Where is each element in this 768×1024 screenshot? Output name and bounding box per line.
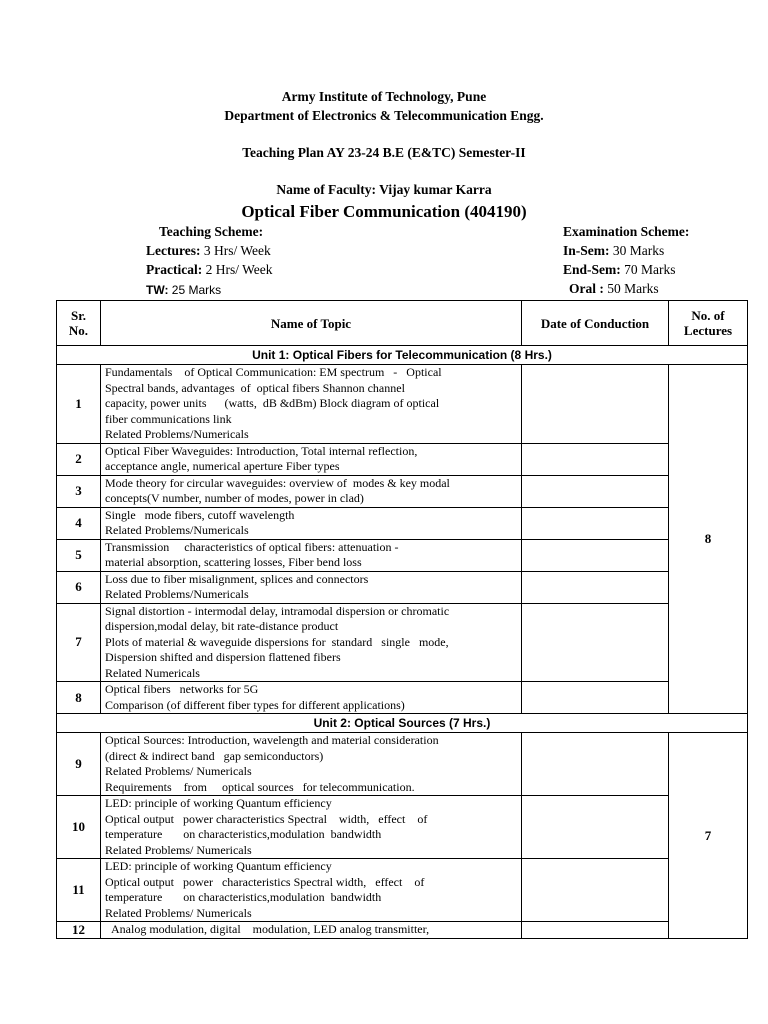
unit-title: Unit 2: Optical Sources (7 Hrs.) [57, 714, 748, 733]
endsem-value: 70 Marks [624, 262, 676, 277]
teaching-plan-table [56, 300, 748, 939]
exam-scheme-title: Examination Scheme: [563, 224, 690, 239]
date-cell [522, 796, 669, 859]
topic-line: Comparison (of different fiber types for different applications) [105, 697, 405, 712]
table-row [57, 571, 748, 603]
topic-line: Optical Fiber Waveguides: Introduction, Total internal reflection, [105, 443, 418, 458]
topic-line: Related Problems/Numericals [105, 523, 249, 537]
col-lectures-header: No. of Lectures [669, 301, 748, 346]
topic-line: Related Problems/ Numericals [105, 905, 252, 920]
date-cell [522, 507, 669, 539]
institute-name: Army Institute of Technology, Pune [281, 89, 487, 104]
topic-line: acceptance angle, numerical aperture Fiber types [105, 459, 340, 473]
table-row [57, 603, 748, 682]
lectures-line [146, 243, 271, 259]
col-topic-header: Name of Topic [101, 301, 522, 346]
col-sr-header: Sr. No. [57, 301, 101, 346]
topic-line: Dispersion shifted and dispersion flattened fibers [105, 650, 341, 664]
sr-no-cell: 4 [57, 507, 101, 539]
topic-cell [101, 539, 522, 571]
topic-line: Related Numericals [105, 665, 200, 680]
sr-no-cell: 9 [57, 733, 101, 796]
topic-cell [101, 733, 522, 796]
oral-label: Oral : [569, 281, 604, 296]
date-cell [522, 539, 669, 571]
sr-no-cell: 7 [57, 603, 101, 682]
topic-cell [101, 571, 522, 603]
unit-header-row [57, 346, 748, 365]
topic-line: Optical output power characteristics Spectral width, effect of [105, 811, 428, 826]
topic-line: temperature on characteristics,modulation bandwidth [105, 827, 382, 841]
topic-line: dispersion,modal delay, bit rate-distance product [105, 619, 339, 633]
practical-value: 2 Hrs/ Week [205, 262, 273, 277]
topic-line: fiber communications link [105, 411, 232, 426]
date-cell [522, 733, 669, 796]
insem-value: 30 Marks [612, 243, 665, 258]
topic-line: concepts(V number, number of modes, power in clad) [105, 491, 364, 505]
topic-line: Loss due to fiber misalignment, splices and connectors [105, 571, 369, 586]
date-cell [522, 922, 669, 939]
insem-line [563, 243, 664, 259]
topic-cell [101, 507, 522, 539]
lectures-label: Lectures: [146, 243, 201, 258]
table-header-row [57, 301, 748, 346]
practical-line [146, 262, 273, 278]
sr-no-cell: 10 [57, 796, 101, 859]
topic-line: Fundamentals of Optical Communication: EM spectrum - Optical [105, 365, 442, 379]
teaching-scheme-title: Teaching Scheme: [159, 224, 264, 239]
lectures-value: 3 Hrs/ Week [203, 243, 271, 258]
topic-line: Related Problems/ Numericals [105, 764, 252, 778]
table-row [57, 443, 748, 475]
lectures-cell: 8 [669, 365, 748, 714]
topic-line: Optical Sources: Introduction, wavelength and material consideration [105, 733, 439, 747]
topic-cell [101, 859, 522, 922]
date-cell [522, 571, 669, 603]
sr-no-cell: 5 [57, 539, 101, 571]
sr-no-cell: 2 [57, 443, 101, 475]
topic-line: LED: principle of working Quantum efficiency [105, 796, 332, 810]
oral-value: 50 Marks [607, 281, 659, 296]
lectures-cell: 7 [669, 733, 748, 939]
course-title: Optical Fiber Communication (404190) [241, 202, 527, 221]
endsem-line [563, 262, 676, 278]
table-row [57, 796, 748, 859]
topic-line: material absorption, scattering losses, Fiber bend loss [105, 555, 362, 569]
sr-no-cell: 12 [57, 922, 101, 939]
date-cell [522, 365, 669, 444]
topic-line: Single mode fibers, cutoff wavelength [105, 507, 295, 522]
topic-cell [101, 365, 522, 444]
sr-no-cell: 6 [57, 571, 101, 603]
topic-cell [101, 443, 522, 475]
topic-line: Plots of material & waveguide dispersions for standard single mode, [105, 634, 449, 649]
topic-line: Signal distortion - intermodal delay, intramodal dispersion or chromatic [105, 603, 450, 618]
sr-no-cell: 3 [57, 475, 101, 507]
topic-line: temperature on characteristics,modulation bandwidth [105, 890, 382, 904]
sr-no-cell: 11 [57, 859, 101, 922]
topic-line: capacity, power units (watts, dB &dBm) Block diagram of optical [105, 396, 440, 410]
topic-cell [101, 603, 522, 682]
table-row [57, 539, 748, 571]
department-name: Department of Electronics & Telecommunication Engg. [224, 108, 544, 123]
topic-line: LED: principle of working Quantum efficiency [105, 859, 332, 873]
topic-line: Requirements from optical sources for telecommunication. [105, 779, 415, 794]
topic-line: Spectral bands, advantages of optical fibers Shannon channel [105, 380, 405, 395]
insem-label: In-Sem: [563, 243, 610, 258]
table-row [57, 682, 748, 714]
date-cell [522, 443, 669, 475]
sr-no-cell: 1 [57, 365, 101, 444]
practical-label: Practical: [146, 262, 203, 277]
topic-line: Related Problems/Numericals [105, 427, 249, 441]
topic-cell [101, 475, 522, 507]
date-cell [522, 603, 669, 682]
table-row [57, 922, 748, 939]
date-cell [522, 475, 669, 507]
topic-line: Mode theory for circular waveguides: overview of modes & key modal [105, 475, 450, 490]
endsem-label: End-Sem: [563, 262, 621, 277]
topic-line: Optical output power characteristics Spectral width, effect of [105, 874, 425, 889]
topic-line: Related Problems/ Numericals [105, 842, 252, 857]
topic-line: Optical fibers networks for 5G [105, 682, 259, 696]
table-row [57, 733, 748, 796]
table-row [57, 507, 748, 539]
topic-line: Transmission characteristics of optical fibers: attenuation - [105, 539, 399, 554]
table-row [57, 365, 748, 444]
date-cell [522, 859, 669, 922]
tw-label: TW: [146, 283, 169, 297]
sr-no-cell: 8 [57, 682, 101, 714]
topic-line: (direct & indirect band gap semiconductors) [105, 748, 324, 763]
tw-value: 25 Marks [171, 283, 222, 297]
table-row [57, 859, 748, 922]
table-row [57, 475, 748, 507]
topic-cell [101, 796, 522, 859]
topic-line: Related Problems/Numericals [105, 587, 249, 601]
date-cell [522, 682, 669, 714]
topic-cell [101, 922, 522, 939]
unit-title: Unit 1: Optical Fibers for Telecommunication (8 Hrs.) [57, 346, 748, 365]
unit-header-row [57, 714, 748, 733]
tw-line [146, 283, 221, 297]
faculty-name: Name of Faculty: Vijay kumar Karra [276, 182, 492, 197]
plan-title: Teaching Plan AY 23-24 B.E (E&TC) Semester-II [242, 145, 526, 160]
topic-line: Analog modulation, digital modulation, LED analog transmitter, [105, 922, 430, 937]
topic-cell [101, 682, 522, 714]
col-date-header: Date of Conduction [522, 301, 669, 346]
oral-line [569, 281, 659, 297]
table-body [57, 346, 748, 939]
